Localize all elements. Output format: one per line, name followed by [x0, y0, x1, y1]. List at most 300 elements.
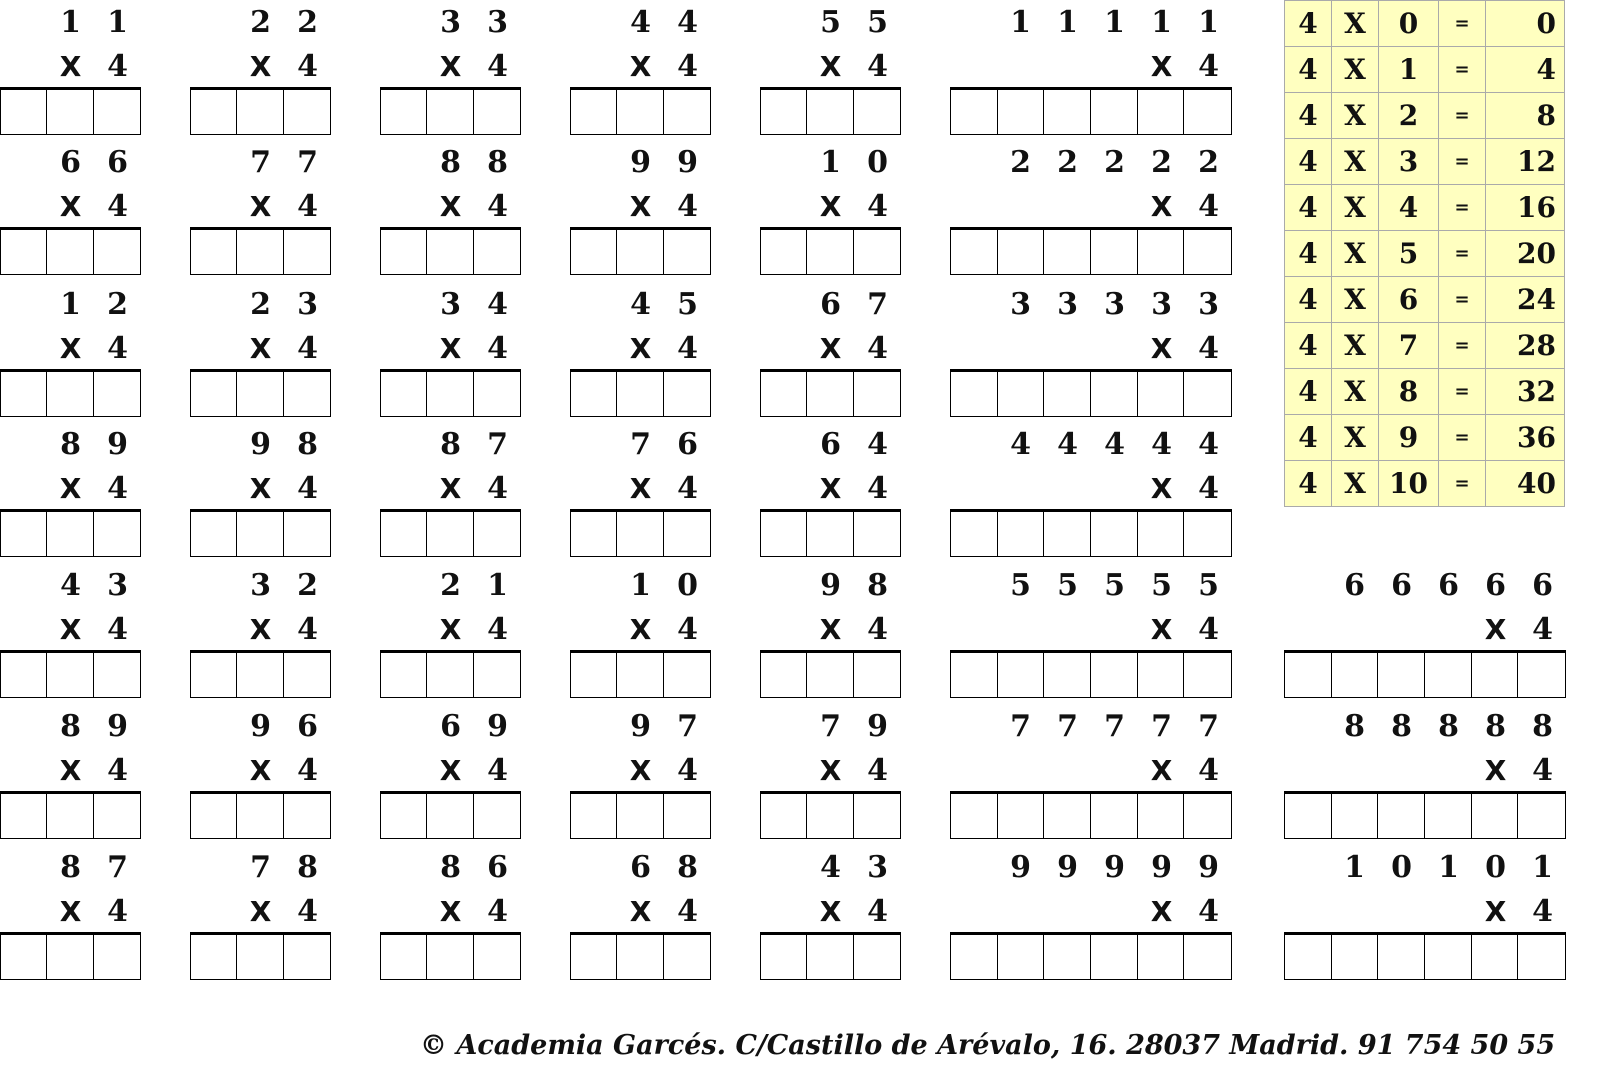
answer-digit-box[interactable]: [1138, 935, 1185, 979]
answer-digit-box[interactable]: [1, 512, 47, 556]
times-sign: X: [1150, 332, 1173, 365]
reference-left-factor: 4: [1285, 323, 1332, 369]
answer-digit-box[interactable]: [998, 512, 1045, 556]
multiplicand-digit: 9: [1057, 850, 1078, 885]
answer-digit-box[interactable]: [854, 653, 900, 697]
answer-digit-box[interactable]: [1044, 794, 1091, 838]
answer-boxes: [760, 229, 901, 275]
multiplicand-digit: 3: [487, 5, 508, 40]
multiplication-problem: [760, 845, 901, 985]
answer-digit-box[interactable]: [761, 935, 807, 979]
answer-digit-box[interactable]: [998, 90, 1045, 134]
reference-equals-sign: =: [1439, 47, 1486, 93]
answer-digit-box[interactable]: [664, 90, 710, 134]
answer-digit-box[interactable]: [191, 935, 237, 979]
answer-digit-box[interactable]: [1425, 794, 1472, 838]
answer-digit-box[interactable]: [191, 372, 237, 416]
answer-digit-box[interactable]: [237, 372, 283, 416]
times-sign: X: [439, 332, 462, 365]
multiplicand-digit: 4: [1198, 427, 1219, 462]
answer-digit-box[interactable]: [1, 90, 47, 134]
answer-digit-box[interactable]: [1044, 372, 1091, 416]
answer-digit-box[interactable]: [1044, 512, 1091, 556]
answer-digit-box[interactable]: [807, 230, 853, 274]
times-sign: X: [59, 50, 82, 83]
answer-digit-box[interactable]: [427, 794, 473, 838]
answer-digit-box[interactable]: [1472, 794, 1519, 838]
reference-result: 24: [1486, 277, 1565, 323]
multiplication-problem: [380, 140, 521, 280]
multiplication-problem: [760, 704, 901, 844]
answer-digit-box[interactable]: [998, 935, 1045, 979]
times-sign: X: [249, 895, 272, 928]
answer-digit-box[interactable]: [1285, 653, 1332, 697]
answer-digit-box[interactable]: [1332, 794, 1379, 838]
multiplicand-digit: 4: [1104, 427, 1125, 462]
answer-digit-box[interactable]: [1091, 372, 1138, 416]
times-sign: X: [629, 754, 652, 787]
answer-digit-box[interactable]: [381, 230, 427, 274]
answer-digit-box[interactable]: [761, 90, 807, 134]
answer-digit-box[interactable]: [191, 653, 237, 697]
multiplicand-digit: 9: [107, 427, 128, 462]
answer-digit-box[interactable]: [617, 935, 663, 979]
multiplier-digit: 4: [867, 189, 888, 224]
answer-digit-box[interactable]: [664, 230, 710, 274]
multiplication-problem: [570, 704, 711, 844]
answer-digit-box[interactable]: [1091, 230, 1138, 274]
answer-boxes: [0, 652, 141, 698]
reference-result: 20: [1486, 231, 1565, 277]
reference-equals-sign: =: [1439, 185, 1486, 231]
answer-digit-box[interactable]: [1, 230, 47, 274]
answer-digit-box[interactable]: [807, 512, 853, 556]
multiplication-problem: [570, 845, 711, 985]
multiplicand-digit: 6: [487, 850, 508, 885]
answer-digit-box[interactable]: [284, 653, 330, 697]
answer-digit-box[interactable]: [807, 794, 853, 838]
multiplicand-digit: 4: [677, 5, 698, 40]
reference-right-factor: 5: [1379, 231, 1439, 277]
answer-digit-box[interactable]: [571, 512, 617, 556]
reference-equals-sign: =: [1439, 93, 1486, 139]
answer-digit-box[interactable]: [1184, 372, 1231, 416]
answer-digit-box[interactable]: [1378, 653, 1425, 697]
answer-digit-box[interactable]: [1472, 653, 1519, 697]
times-sign: X: [819, 472, 842, 505]
reference-row: [1285, 47, 1565, 93]
answer-digit-box[interactable]: [1091, 90, 1138, 134]
answer-digit-box[interactable]: [951, 794, 998, 838]
multiplicand-digit: 2: [297, 568, 318, 603]
answer-digit-box[interactable]: [617, 372, 663, 416]
answer-digit-box[interactable]: [1285, 935, 1332, 979]
answer-digit-box[interactable]: [1285, 794, 1332, 838]
answer-boxes: [570, 511, 711, 557]
multiplicand-digit: 3: [1104, 287, 1125, 322]
answer-digit-box[interactable]: [1472, 935, 1519, 979]
multiplicand-digit: 8: [1485, 709, 1506, 744]
answer-digit-box[interactable]: [761, 653, 807, 697]
multiplication-problem: [380, 422, 521, 562]
multiplicand-digit: 6: [1344, 568, 1365, 603]
reference-times-sign: X: [1332, 323, 1379, 369]
answer-digit-box[interactable]: [1184, 512, 1231, 556]
answer-digit-box[interactable]: [1184, 653, 1231, 697]
answer-digit-box[interactable]: [381, 653, 427, 697]
multiplier-digit: 4: [677, 894, 698, 929]
answer-boxes: [380, 371, 521, 417]
reference-row: [1285, 415, 1565, 461]
answer-digit-box[interactable]: [1044, 90, 1091, 134]
multiplicand-digit: 1: [1532, 850, 1553, 885]
answer-digit-box[interactable]: [571, 230, 617, 274]
multiplicand-digit: 9: [250, 709, 271, 744]
answer-digit-box[interactable]: [47, 512, 93, 556]
answer-digit-box[interactable]: [664, 372, 710, 416]
answer-digit-box[interactable]: [617, 90, 663, 134]
answer-digit-box[interactable]: [47, 935, 93, 979]
answer-digit-box[interactable]: [1184, 230, 1231, 274]
times-sign: X: [1484, 754, 1507, 787]
answer-digit-box[interactable]: [617, 794, 663, 838]
answer-digit-box[interactable]: [1332, 935, 1379, 979]
answer-digit-box[interactable]: [1091, 794, 1138, 838]
multiplier-digit: 4: [297, 49, 318, 84]
answer-digit-box[interactable]: [854, 935, 900, 979]
answer-digit-box[interactable]: [284, 512, 330, 556]
answer-digit-box[interactable]: [94, 90, 140, 134]
answer-digit-box[interactable]: [474, 90, 520, 134]
times-sign: X: [819, 190, 842, 223]
times-sign: X: [439, 472, 462, 505]
answer-digit-box[interactable]: [1138, 90, 1185, 134]
multiplicand-digit: 9: [630, 145, 651, 180]
answer-digit-box[interactable]: [807, 90, 853, 134]
answer-digit-box[interactable]: [1184, 935, 1231, 979]
answer-digit-box[interactable]: [664, 512, 710, 556]
multiplicand-digit: 1: [1151, 5, 1172, 40]
answer-digit-box[interactable]: [1091, 653, 1138, 697]
reference-row: [1285, 139, 1565, 185]
reference-left-factor: 4: [1285, 461, 1332, 507]
answer-digit-box[interactable]: [1044, 230, 1091, 274]
answer-digit-box[interactable]: [664, 935, 710, 979]
answer-digit-box[interactable]: [664, 794, 710, 838]
multiplicand-digit: 3: [440, 287, 461, 322]
answer-digit-box[interactable]: [951, 512, 998, 556]
times-sign: X: [249, 50, 272, 83]
answer-digit-box[interactable]: [998, 653, 1045, 697]
answer-digit-box[interactable]: [1425, 935, 1472, 979]
multiplicand-digit: 7: [1198, 709, 1219, 744]
multiplication-problem: [1284, 704, 1566, 844]
multiplication-problem: [1284, 845, 1566, 985]
answer-digit-box[interactable]: [427, 653, 473, 697]
answer-digit-box[interactable]: [381, 794, 427, 838]
answer-digit-box[interactable]: [381, 935, 427, 979]
answer-boxes: [950, 511, 1232, 557]
multiplier-digit: 4: [487, 189, 508, 224]
answer-digit-box[interactable]: [1138, 794, 1185, 838]
multiplication-problem: [950, 422, 1232, 562]
answer-digit-box[interactable]: [1184, 90, 1231, 134]
multiplicand-digit: 3: [107, 568, 128, 603]
answer-digit-box[interactable]: [94, 653, 140, 697]
answer-digit-box[interactable]: [1425, 653, 1472, 697]
multiplier-digit: 4: [297, 331, 318, 366]
answer-digit-box[interactable]: [191, 230, 237, 274]
answer-digit-box[interactable]: [284, 935, 330, 979]
answer-digit-box[interactable]: [571, 372, 617, 416]
answer-boxes: [1284, 652, 1566, 698]
answer-boxes: [0, 511, 141, 557]
multiplicand-digit: 6: [107, 145, 128, 180]
answer-digit-box[interactable]: [1091, 935, 1138, 979]
answer-digit-box[interactable]: [427, 90, 473, 134]
answer-digit-box[interactable]: [854, 372, 900, 416]
multiplication-problem: [760, 0, 901, 140]
answer-boxes: [380, 793, 521, 839]
answer-digit-box[interactable]: [951, 230, 998, 274]
answer-digit-box[interactable]: [1138, 512, 1185, 556]
answer-digit-box[interactable]: [571, 90, 617, 134]
answer-digit-box[interactable]: [807, 653, 853, 697]
answer-digit-box[interactable]: [474, 372, 520, 416]
answer-digit-box[interactable]: [854, 90, 900, 134]
answer-digit-box[interactable]: [1378, 935, 1425, 979]
multiplicand-digit: 5: [867, 5, 888, 40]
times-sign: X: [1150, 190, 1173, 223]
reference-equals-sign: =: [1439, 461, 1486, 507]
multiplier-digit: 4: [107, 612, 128, 647]
answer-digit-box[interactable]: [1138, 230, 1185, 274]
answer-digit-box[interactable]: [47, 90, 93, 134]
answer-digit-box[interactable]: [571, 794, 617, 838]
answer-digit-box[interactable]: [951, 935, 998, 979]
answer-digit-box[interactable]: [381, 90, 427, 134]
multiplier-digit: 4: [867, 753, 888, 788]
answer-digit-box[interactable]: [1518, 935, 1565, 979]
answer-digit-box[interactable]: [854, 512, 900, 556]
answer-digit-box[interactable]: [998, 230, 1045, 274]
answer-digit-box[interactable]: [474, 512, 520, 556]
reference-row: [1285, 185, 1565, 231]
answer-digit-box[interactable]: [47, 230, 93, 274]
answer-digit-box[interactable]: [951, 90, 998, 134]
answer-digit-box[interactable]: [237, 794, 283, 838]
answer-digit-box[interactable]: [47, 794, 93, 838]
answer-digit-box[interactable]: [617, 230, 663, 274]
times-sign: X: [629, 50, 652, 83]
answer-digit-box[interactable]: [191, 512, 237, 556]
answer-digit-box[interactable]: [381, 512, 427, 556]
multiplier-digit: 4: [297, 189, 318, 224]
answer-digit-box[interactable]: [807, 372, 853, 416]
answer-digit-box[interactable]: [998, 794, 1045, 838]
answer-digit-box[interactable]: [381, 372, 427, 416]
answer-digit-box[interactable]: [284, 372, 330, 416]
answer-digit-box[interactable]: [1, 653, 47, 697]
multiplier-digit: 4: [867, 471, 888, 506]
multiplicand-digit: 9: [820, 568, 841, 603]
answer-digit-box[interactable]: [94, 512, 140, 556]
answer-digit-box[interactable]: [427, 372, 473, 416]
multiplicand-digit: 2: [297, 5, 318, 40]
multiplicand-digit: 8: [487, 145, 508, 180]
answer-digit-box[interactable]: [284, 230, 330, 274]
reference-left-factor: 4: [1285, 415, 1332, 461]
answer-digit-box[interactable]: [1044, 653, 1091, 697]
multiplicand-digit: 6: [60, 145, 81, 180]
reference-times-sign: X: [1332, 277, 1379, 323]
answer-digit-box[interactable]: [427, 935, 473, 979]
answer-digit-box[interactable]: [237, 512, 283, 556]
times-sign: X: [439, 613, 462, 646]
multiplication-problem: [190, 563, 331, 703]
answer-digit-box[interactable]: [571, 935, 617, 979]
multiplicand-digit: 8: [440, 145, 461, 180]
multiplicand-digit: 7: [297, 145, 318, 180]
answer-boxes: [190, 652, 331, 698]
answer-digit-box[interactable]: [427, 512, 473, 556]
answer-digit-box[interactable]: [761, 372, 807, 416]
answer-digit-box[interactable]: [237, 653, 283, 697]
answer-digit-box[interactable]: [1518, 794, 1565, 838]
multiplicand-digit: 7: [1151, 709, 1172, 744]
multiplicand-digit: 5: [1151, 568, 1172, 603]
multiplicand-digit: 6: [297, 709, 318, 744]
multiplicand-digit: 7: [250, 145, 271, 180]
answer-digit-box[interactable]: [854, 230, 900, 274]
answer-digit-box[interactable]: [191, 90, 237, 134]
answer-digit-box[interactable]: [1518, 653, 1565, 697]
answer-digit-box[interactable]: [284, 794, 330, 838]
answer-digit-box[interactable]: [951, 372, 998, 416]
answer-digit-box[interactable]: [237, 935, 283, 979]
multiplicand-digit: 8: [1438, 709, 1459, 744]
answer-digit-box[interactable]: [1138, 653, 1185, 697]
answer-boxes: [760, 89, 901, 135]
multiplier-digit: 4: [677, 189, 698, 224]
times-sign: X: [629, 332, 652, 365]
answer-digit-box[interactable]: [427, 230, 473, 274]
multiplicand-digit: 7: [1057, 709, 1078, 744]
multiplicand-digit: 8: [440, 850, 461, 885]
answer-digit-box[interactable]: [951, 653, 998, 697]
multiplicand-digit: 4: [820, 850, 841, 885]
answer-boxes: [190, 793, 331, 839]
answer-digit-box[interactable]: [284, 90, 330, 134]
answer-digit-box[interactable]: [191, 794, 237, 838]
answer-digit-box[interactable]: [47, 372, 93, 416]
answer-boxes: [760, 934, 901, 980]
answer-boxes: [950, 793, 1232, 839]
answer-digit-box[interactable]: [1184, 794, 1231, 838]
answer-digit-box[interactable]: [94, 794, 140, 838]
multiplier-digit: 4: [677, 753, 698, 788]
multiplicand-digit: 3: [1057, 287, 1078, 322]
multiplicand-digit: 0: [1485, 850, 1506, 885]
answer-boxes: [0, 229, 141, 275]
answer-digit-box[interactable]: [237, 90, 283, 134]
multiplicand-digit: 9: [1151, 850, 1172, 885]
reference-right-factor: 4: [1379, 185, 1439, 231]
answer-digit-box[interactable]: [761, 230, 807, 274]
answer-digit-box[interactable]: [761, 794, 807, 838]
answer-digit-box[interactable]: [1, 372, 47, 416]
answer-digit-box[interactable]: [474, 935, 520, 979]
answer-digit-box[interactable]: [1378, 794, 1425, 838]
answer-digit-box[interactable]: [1332, 653, 1379, 697]
times-sign: X: [439, 190, 462, 223]
answer-boxes: [1284, 793, 1566, 839]
reference-equals-sign: =: [1439, 139, 1486, 185]
multiplication-problem: [380, 0, 521, 140]
multiplicand-digit: 9: [867, 709, 888, 744]
multiplicand-digit: 2: [1104, 145, 1125, 180]
reference-equals-sign: =: [1439, 369, 1486, 415]
multiplicand-digit: 0: [677, 568, 698, 603]
reference-result: 0: [1486, 1, 1565, 47]
answer-digit-box[interactable]: [94, 935, 140, 979]
multiplication-problem: [760, 422, 901, 562]
answer-digit-box[interactable]: [1, 935, 47, 979]
multiplication-problem: [190, 845, 331, 985]
multiplication-problem: [760, 563, 901, 703]
multiplicand-digit: 5: [1057, 568, 1078, 603]
answer-digit-box[interactable]: [47, 653, 93, 697]
answer-digit-box[interactable]: [664, 653, 710, 697]
answer-digit-box[interactable]: [571, 653, 617, 697]
answer-digit-box[interactable]: [1091, 512, 1138, 556]
answer-digit-box[interactable]: [474, 794, 520, 838]
answer-digit-box[interactable]: [94, 372, 140, 416]
multiplier-digit: 4: [1198, 471, 1219, 506]
answer-boxes: [0, 793, 141, 839]
reference-result: 12: [1486, 139, 1565, 185]
answer-digit-box[interactable]: [807, 935, 853, 979]
multiplier-digit: 4: [487, 471, 508, 506]
multiplicand-digit: 8: [1532, 709, 1553, 744]
times-sign: X: [249, 190, 272, 223]
reference-row: [1285, 1, 1565, 47]
answer-digit-box[interactable]: [1, 794, 47, 838]
multiplicand-digit: 8: [1391, 709, 1412, 744]
multiplicand-digit: 4: [630, 287, 651, 322]
times-sign: X: [1150, 613, 1173, 646]
multiplicand-digit: 8: [60, 709, 81, 744]
answer-digit-box[interactable]: [474, 230, 520, 274]
answer-digit-box[interactable]: [854, 794, 900, 838]
answer-digit-box[interactable]: [237, 230, 283, 274]
times-sign: X: [629, 895, 652, 928]
answer-digit-box[interactable]: [1044, 935, 1091, 979]
answer-digit-box[interactable]: [761, 512, 807, 556]
answer-digit-box[interactable]: [617, 653, 663, 697]
answer-digit-box[interactable]: [617, 512, 663, 556]
multiplier-digit: 4: [107, 189, 128, 224]
reference-equals-sign: =: [1439, 1, 1486, 47]
answer-digit-box[interactable]: [474, 653, 520, 697]
answer-digit-box[interactable]: [1138, 372, 1185, 416]
answer-digit-box[interactable]: [998, 372, 1045, 416]
times-sign: X: [59, 613, 82, 646]
reference-right-factor: 3: [1379, 139, 1439, 185]
multiplicand-digit: 4: [1010, 427, 1031, 462]
answer-digit-box[interactable]: [94, 230, 140, 274]
multiplication-problem: [950, 563, 1232, 703]
